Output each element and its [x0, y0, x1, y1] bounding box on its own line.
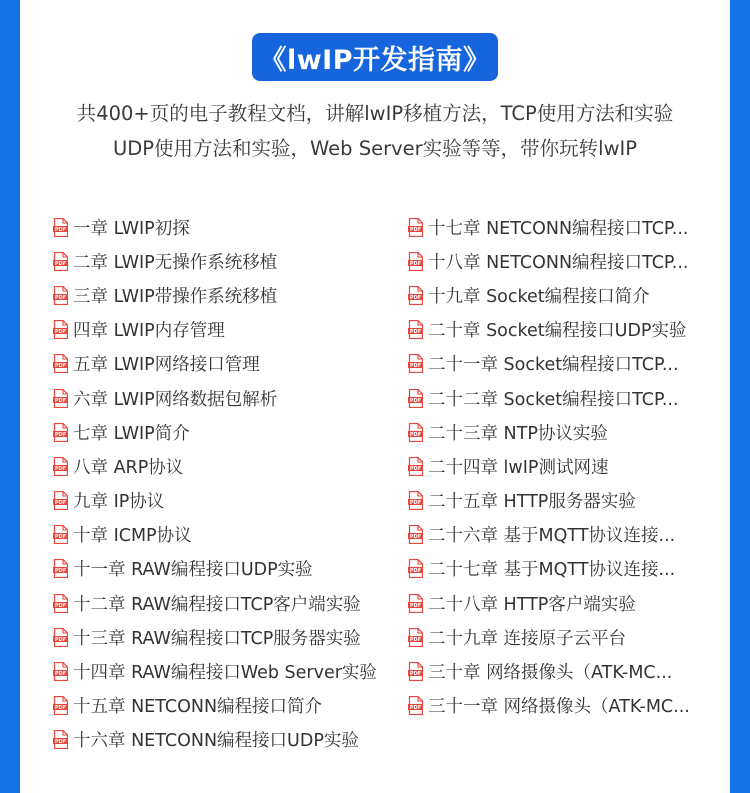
svg-text:PDF: PDF: [409, 328, 422, 335]
svg-text:PDF: PDF: [409, 294, 422, 301]
svg-text:PDF: PDF: [54, 705, 67, 712]
pdf-icon: [408, 320, 423, 339]
chapter-label: 十一章 RAW编程接口UDP实验: [73, 560, 313, 581]
chapter-label: 二十五章 HTTP服务器实验: [428, 492, 636, 513]
chapter-label: 十章 ICMP协议: [73, 526, 192, 547]
svg-text:PDF: PDF: [54, 670, 67, 677]
chapter-label: 八章 ARP协议: [73, 457, 184, 478]
pdf-icon: [408, 662, 423, 681]
chapter-item: [408, 518, 726, 552]
chapter-item: [53, 278, 403, 312]
chapter-item: [53, 484, 403, 518]
pdf-icon: [408, 389, 423, 408]
svg-text:PDF: PDF: [409, 534, 422, 541]
pdf-icon: [53, 389, 68, 408]
pdf-icon: [408, 252, 423, 271]
pdf-icon: [408, 423, 423, 442]
svg-text:PDF: PDF: [54, 260, 67, 267]
pdf-icon: [53, 457, 68, 476]
chapter-item: [408, 278, 726, 312]
chapter-label: 二十六章 基于MQTT协议连接...: [428, 526, 676, 547]
chapter-label: 二十八章 HTTP客户端实验: [428, 594, 636, 615]
chapter-item: [408, 244, 726, 278]
pdf-icon: [408, 491, 423, 510]
pdf-icon: [408, 354, 423, 373]
chapter-label: 二章 LWIP无操作系统移植: [73, 252, 278, 273]
chapter-label: 二十七章 基于MQTT协议连接...: [428, 560, 676, 581]
svg-text:PDF: PDF: [54, 636, 67, 643]
chapter-item: [53, 620, 403, 654]
chapter-item: [408, 586, 726, 620]
svg-text:PDF: PDF: [409, 602, 422, 609]
intro-text: [20, 96, 730, 166]
svg-text:PDF: PDF: [409, 670, 422, 677]
chapter-label: 二十九章 连接原子云平台: [428, 628, 627, 649]
intro-line-1: 共400+页的电子教程文档，讲解lwIP移植方法，TCP使用方法和实验: [76, 102, 674, 125]
svg-text:PDF: PDF: [54, 431, 67, 438]
pdf-icon: [53, 594, 68, 613]
chapter-item: [408, 449, 726, 483]
svg-text:PDF: PDF: [409, 397, 422, 404]
chapter-item: [53, 586, 403, 620]
chapter-list-left: [53, 210, 403, 757]
pdf-icon: [53, 662, 68, 681]
svg-text:PDF: PDF: [54, 465, 67, 472]
chapter-label: 二十三章 NTP协议实验: [428, 423, 608, 444]
pdf-icon: [53, 286, 68, 305]
chapter-label: 十四章 RAW编程接口Web Server实验: [73, 663, 377, 684]
pdf-icon: [53, 252, 68, 271]
pdf-icon: [53, 354, 68, 373]
chapter-label: 二十章 Socket编程接口UDP实验: [428, 321, 687, 342]
chapter-item: [53, 518, 403, 552]
chapter-label: 六章 LWIP网络数据包解析: [73, 389, 278, 410]
pdf-icon: [408, 559, 423, 578]
chapter-label: 二十二章 Socket编程接口TCP...: [428, 389, 679, 410]
chapter-label: 二十四章 lwIP测试网速: [428, 457, 609, 478]
svg-text:PDF: PDF: [409, 705, 422, 712]
chapter-label: 二十一章 Socket编程接口TCP...: [428, 355, 679, 376]
chapter-label: 三十章 网络摄像头（ATK-MC...: [428, 663, 673, 684]
chapter-label: 十九章 Socket编程接口简介: [428, 286, 650, 307]
chapter-item: [53, 552, 403, 586]
content-card: [20, 0, 730, 793]
chapter-item: [53, 244, 403, 278]
chapter-label: 三章 LWIP带操作系统移植: [73, 286, 278, 307]
pdf-icon: [53, 696, 68, 715]
chapter-item: [408, 689, 726, 723]
pdf-icon: [408, 286, 423, 305]
chapter-item: [53, 689, 403, 723]
svg-text:PDF: PDF: [54, 739, 67, 746]
pdf-icon: [53, 730, 68, 749]
chapter-list-right: [408, 210, 726, 723]
pdf-icon: [408, 457, 423, 476]
chapter-label: 十八章 NETCONN编程接口TCP...: [428, 252, 689, 273]
chapter-item: [408, 381, 726, 415]
pdf-icon: [408, 525, 423, 544]
chapter-item: [53, 313, 403, 347]
chapter-item: [408, 415, 726, 449]
svg-text:PDF: PDF: [54, 294, 67, 301]
svg-text:PDF: PDF: [54, 602, 67, 609]
chapter-label: 十六章 NETCONN编程接口UDP实验: [73, 731, 359, 752]
svg-text:PDF: PDF: [409, 431, 422, 438]
chapter-label: 五章 LWIP网络接口管理: [73, 355, 260, 376]
chapter-label: 七章 LWIP简介: [73, 423, 190, 444]
pdf-icon: [408, 696, 423, 715]
pdf-icon: [408, 594, 423, 613]
chapter-item: [408, 210, 726, 244]
svg-text:PDF: PDF: [409, 260, 422, 267]
chapter-item: [53, 415, 403, 449]
chapter-item: [408, 347, 726, 381]
pdf-icon: [53, 491, 68, 510]
svg-text:PDF: PDF: [409, 499, 422, 506]
chapter-item: [408, 552, 726, 586]
svg-text:PDF: PDF: [54, 328, 67, 335]
chapter-label: 九章 IP协议: [73, 492, 165, 513]
svg-text:PDF: PDF: [409, 465, 422, 472]
page-title: 《lwIP开发指南》: [252, 33, 498, 81]
chapter-label: 十七章 NETCONN编程接口TCP...: [428, 218, 689, 239]
chapter-label: 十五章 NETCONN编程接口简介: [73, 697, 323, 718]
chapter-item: [408, 654, 726, 688]
pdf-icon: [53, 218, 68, 237]
svg-text:PDF: PDF: [54, 397, 67, 404]
pdf-icon: [408, 218, 423, 237]
svg-text:PDF: PDF: [54, 568, 67, 575]
chapter-item: [53, 210, 403, 244]
svg-text:PDF: PDF: [409, 363, 422, 370]
svg-text:PDF: PDF: [409, 636, 422, 643]
svg-text:PDF: PDF: [54, 499, 67, 506]
svg-text:PDF: PDF: [409, 568, 422, 575]
pdf-icon: [53, 525, 68, 544]
pdf-icon: [53, 423, 68, 442]
chapter-item: [53, 654, 403, 688]
chapter-item: [53, 723, 403, 757]
pdf-icon: [53, 559, 68, 578]
svg-text:PDF: PDF: [54, 534, 67, 541]
chapter-item: [408, 484, 726, 518]
chapter-label: 一章 LWIP初探: [73, 218, 190, 239]
chapter-item: [408, 620, 726, 654]
chapter-item: [53, 381, 403, 415]
pdf-icon: [408, 628, 423, 647]
chapter-label: 十三章 RAW编程接口TCP服务器实验: [73, 628, 361, 649]
chapter-label: 四章 LWIP内存管理: [73, 321, 225, 342]
chapter-label: 三十一章 网络摄像头（ATK-MC...: [428, 697, 690, 718]
pdf-icon: [53, 320, 68, 339]
chapter-item: [408, 313, 726, 347]
svg-text:PDF: PDF: [54, 226, 67, 233]
svg-text:PDF: PDF: [409, 226, 422, 233]
pdf-icon: [53, 628, 68, 647]
chapter-item: [53, 449, 403, 483]
chapter-label: 十二章 RAW编程接口TCP客户端实验: [73, 594, 361, 615]
intro-line-2: UDP使用方法和实验，Web Server实验等等，带你玩转lwIP: [112, 137, 638, 160]
svg-text:PDF: PDF: [54, 363, 67, 370]
chapter-item: [53, 347, 403, 381]
